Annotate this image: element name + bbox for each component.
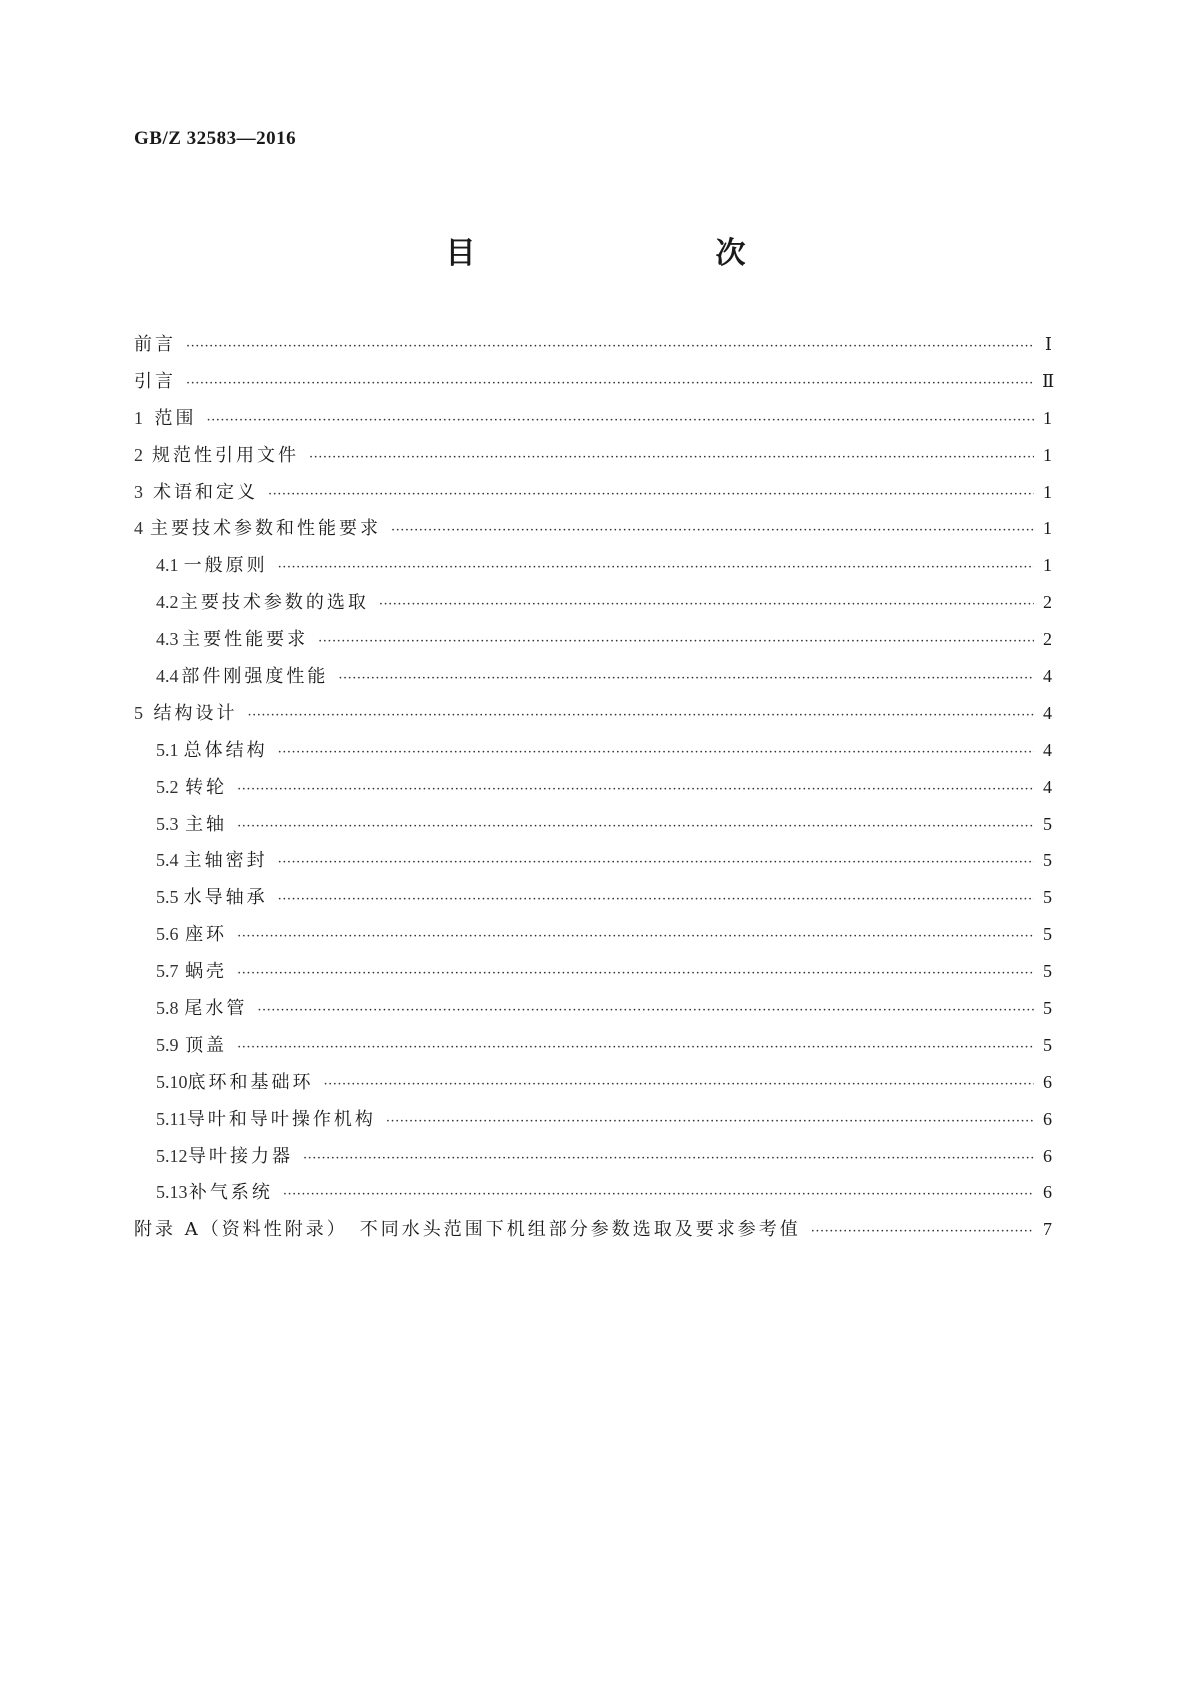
toc-entry[interactable] — [134, 769, 1052, 806]
toc-entry[interactable] — [134, 510, 1052, 547]
toc-entry[interactable] — [134, 842, 1052, 879]
toc-entry-page: 6 — [1043, 1145, 1052, 1166]
toc-entry-number: 5.9 — [156, 1034, 179, 1055]
toc-entry[interactable] — [134, 1064, 1052, 1101]
table-of-contents — [134, 326, 1055, 1248]
toc-entry[interactable] — [134, 658, 1052, 695]
dot-leader — [237, 772, 1034, 809]
toc-entry-title: 主轴密封 — [183, 850, 268, 872]
dot-leader — [318, 624, 1034, 661]
toc-entry[interactable] — [134, 1174, 1052, 1211]
toc-entry-page: 1 — [1043, 407, 1052, 428]
toc-entry-title: 一般原则 — [183, 555, 268, 577]
toc-entry-title: 引言 — [134, 370, 176, 392]
standard-code: GB/Z 32583—2016 — [134, 128, 297, 149]
toc-entry-page: 4 — [1043, 776, 1052, 797]
dot-leader — [278, 735, 1034, 772]
toc-entry-title: 转轮 — [185, 776, 228, 798]
toc-entry-number: 4.1 — [156, 555, 179, 576]
toc-entry-page: 5 — [1043, 887, 1052, 908]
toc-entry-number: 5.11 — [156, 1108, 187, 1129]
dot-leader — [324, 1067, 1035, 1104]
toc-entry-page: 5 — [1043, 998, 1052, 1019]
dot-leader — [237, 809, 1034, 846]
toc-entry[interactable] — [134, 547, 1052, 584]
toc-entry-page: 1 — [1043, 555, 1052, 576]
toc-entry-number: 5 — [134, 702, 143, 723]
toc-entry-title: 前言 — [134, 334, 176, 355]
dot-leader — [391, 513, 1034, 550]
toc-entry-title: 范围 — [154, 407, 197, 429]
dot-leader — [237, 919, 1034, 956]
toc-entry-page: 5 — [1043, 924, 1052, 945]
toc-entry-page: 6 — [1043, 1108, 1052, 1129]
toc-entry-number: 5.10 — [156, 1071, 188, 1092]
toc-entry-title: 规范性引用文件 — [151, 444, 299, 466]
toc-entry-number: 1 — [134, 407, 143, 428]
dot-leader — [257, 993, 1034, 1030]
toc-entry-number: 5.6 — [156, 924, 179, 945]
toc-entry[interactable] — [134, 879, 1052, 916]
toc-entry-title: 水导轴承 — [183, 887, 268, 909]
toc-entry-page: 6 — [1043, 1071, 1052, 1092]
dot-leader — [248, 698, 1035, 735]
dot-leader — [207, 403, 1034, 440]
toc-entry-title: 总体结构 — [183, 739, 268, 761]
toc-entry-title: 主要技术参数的选取 — [179, 592, 369, 614]
toc-entry-number: 5.2 — [156, 776, 179, 797]
toc-entry-number: 5.3 — [156, 813, 179, 834]
toc-entry-title: 主轴 — [185, 813, 228, 835]
dot-leader — [186, 329, 1034, 366]
toc-entry-number: 2 — [134, 444, 143, 465]
toc-entry-title: 补气系统 — [188, 1182, 273, 1204]
dot-leader — [811, 1214, 1034, 1251]
dot-leader — [303, 1141, 1034, 1178]
toc-entry[interactable] — [134, 326, 1052, 363]
toc-entry-title: 底环和基础环 — [187, 1071, 314, 1093]
toc-entry[interactable] — [134, 1027, 1052, 1064]
toc-entry-number: 5.5 — [156, 887, 179, 908]
toc-entry-page: 2 — [1043, 629, 1052, 650]
toc-entry[interactable] — [134, 1101, 1052, 1138]
toc-entry-page: 5 — [1043, 850, 1052, 871]
toc-entry-number: 5.1 — [156, 739, 179, 760]
toc-entry-title: 附录 A（资料性附录） 不同水头范围下机组部分参数选取及要求参考值 — [134, 1219, 801, 1241]
toc-entry-page: Ⅰ — [1044, 334, 1052, 354]
toc-entry[interactable] — [134, 584, 1052, 621]
dot-leader — [237, 956, 1034, 993]
toc-entry-page: 6 — [1043, 1182, 1052, 1203]
toc-entry-title: 尾水管 — [184, 998, 248, 1020]
toc-entry-title: 主要性能要求 — [182, 629, 309, 651]
toc-entry[interactable] — [134, 953, 1052, 990]
toc-entry-title: 蜗壳 — [185, 961, 228, 983]
toc-entry[interactable] — [134, 695, 1052, 732]
toc-entry-title: 结构设计 — [153, 702, 238, 724]
toc-entry-number: 3 — [134, 481, 143, 502]
toc-entry[interactable] — [134, 916, 1052, 953]
toc-entry-title: 主要技术参数和性能要求 — [149, 518, 381, 540]
dot-leader — [268, 477, 1034, 514]
toc-entry-number: 4.3 — [156, 629, 179, 650]
toc-entry-title: 导叶和导叶操作机构 — [186, 1108, 376, 1130]
dot-leader — [386, 1104, 1034, 1141]
toc-entry-number: 4.2 — [156, 592, 179, 613]
dot-leader — [283, 1177, 1034, 1214]
toc-entry-number: 5.8 — [156, 998, 179, 1019]
toc-entry[interactable] — [134, 621, 1052, 658]
toc-entry-page: 5 — [1043, 1034, 1052, 1055]
toc-entry-page: 4 — [1043, 666, 1052, 687]
dot-leader — [278, 550, 1034, 587]
page-title: 目 次 — [445, 236, 806, 271]
toc-entry[interactable] — [134, 437, 1052, 474]
toc-entry-number: 4.4 — [156, 666, 179, 687]
toc-entry-page: 1 — [1043, 481, 1052, 502]
toc-entry-number: 5.7 — [156, 961, 179, 982]
toc-entry[interactable] — [134, 400, 1052, 437]
dot-leader — [338, 661, 1034, 698]
toc-entry[interactable] — [134, 1211, 1052, 1248]
toc-entry-title: 部件刚强度性能 — [181, 666, 329, 688]
dot-leader — [278, 845, 1034, 882]
toc-entry[interactable] — [134, 1138, 1052, 1175]
toc-entry-page: 2 — [1043, 592, 1052, 613]
toc-entry-page: 5 — [1043, 961, 1052, 982]
toc-entry-title: 术语和定义 — [153, 481, 258, 503]
toc-entry[interactable] — [134, 990, 1052, 1027]
toc-entry-title: 顶盖 — [185, 1034, 228, 1056]
toc-entry[interactable] — [134, 474, 1052, 511]
dot-leader — [309, 440, 1034, 477]
toc-entry-page: 5 — [1043, 813, 1052, 834]
toc-entry-number: 5.12 — [156, 1145, 188, 1166]
toc-entry[interactable] — [134, 363, 1055, 400]
toc-entry-page: Ⅱ — [1042, 370, 1055, 391]
toc-entry-number: 5.13 — [156, 1182, 188, 1203]
toc-entry-page: 1 — [1043, 518, 1052, 539]
toc-entry-page: 4 — [1043, 739, 1052, 760]
toc-entry[interactable] — [134, 732, 1052, 769]
dot-leader — [186, 366, 1034, 403]
dot-leader — [278, 882, 1034, 919]
toc-entry-title: 导叶接力器 — [187, 1145, 293, 1167]
toc-entry-page: 1 — [1043, 444, 1052, 465]
dot-leader — [379, 587, 1034, 624]
toc-entry-title: 座环 — [185, 924, 228, 946]
toc-entry-number: 5.4 — [156, 850, 179, 871]
toc-entry-page: 4 — [1043, 702, 1052, 723]
toc-entry-number: 4 — [134, 518, 143, 539]
toc-entry[interactable] — [134, 806, 1052, 843]
dot-leader — [237, 1030, 1034, 1067]
toc-entry-page: 7 — [1043, 1219, 1052, 1240]
